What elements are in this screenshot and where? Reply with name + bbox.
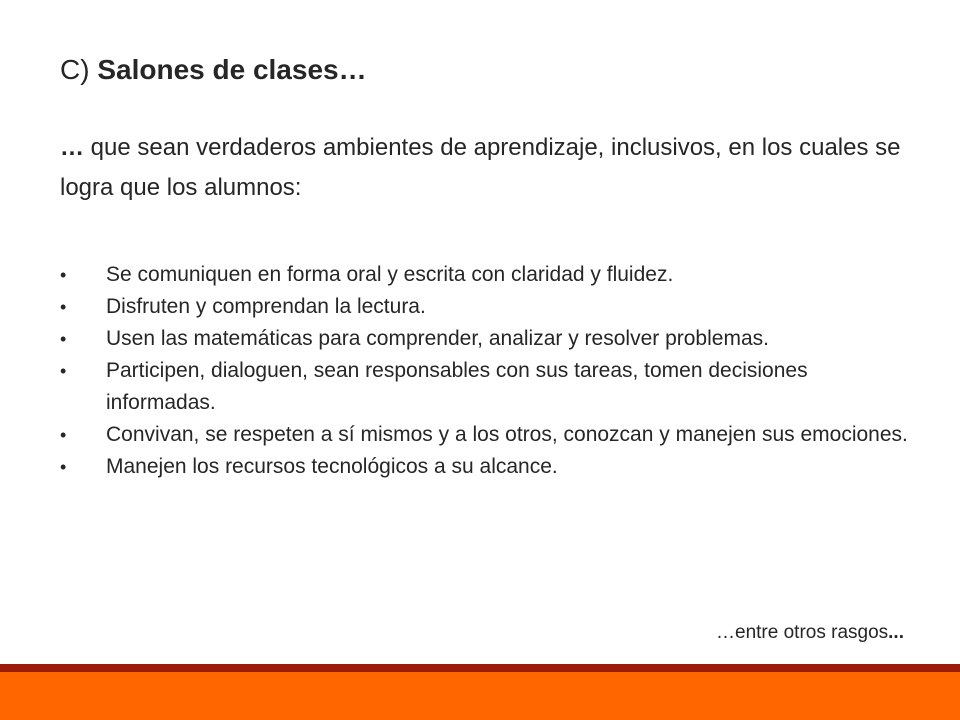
bullet-icon: •: [60, 329, 67, 349]
intro-paragraph: [60, 128, 920, 208]
bullet-icon: •: [60, 297, 67, 317]
footer-band-dark: [0, 664, 960, 672]
bullet-icon: •: [60, 265, 67, 285]
list-item: [60, 355, 920, 419]
list-item-text: Se comuniquen en forma oral y escrita con claridad y fluidez.: [106, 263, 674, 286]
intro-text: que sean verdaderos ambientes de aprendizaje, inclusivos, en los cuales se logra que los alumnos:: [60, 134, 901, 201]
list-item-text: Disfruten y comprendan la lectura.: [106, 295, 426, 318]
list-item: [60, 419, 920, 451]
list-item: [60, 259, 920, 291]
slide-title: [60, 50, 367, 90]
bullet-icon: •: [60, 457, 67, 477]
list-item: [60, 451, 920, 483]
title-bold: Salones de clases…: [97, 54, 367, 85]
footer-note: [716, 618, 904, 648]
list-item-text: Convivan, se respeten a sí mismos y a los otros, conozcan y manejen sus emociones.: [106, 423, 908, 446]
bullet-icon: •: [60, 361, 67, 381]
list-item-text: Participen, dialoguen, sean responsables con sus tareas, tomen decisiones informadas.: [106, 359, 808, 414]
footer-band-orange: [0, 672, 960, 720]
title-prefix: C): [60, 54, 98, 85]
intro-ellipsis: …: [60, 134, 84, 161]
list-item-text: Manejen los recursos tecnológicos a su alcance.: [106, 455, 558, 478]
list-item: [60, 291, 920, 323]
bullet-list: [60, 259, 920, 483]
list-item-text: Usen las matemáticas para comprender, analizar y resolver problemas.: [106, 327, 769, 350]
list-item: [60, 323, 920, 355]
footer-text: …entre otros rasgos: [716, 622, 889, 643]
bullet-icon: •: [60, 425, 67, 445]
footer-dots: ...: [888, 622, 904, 643]
